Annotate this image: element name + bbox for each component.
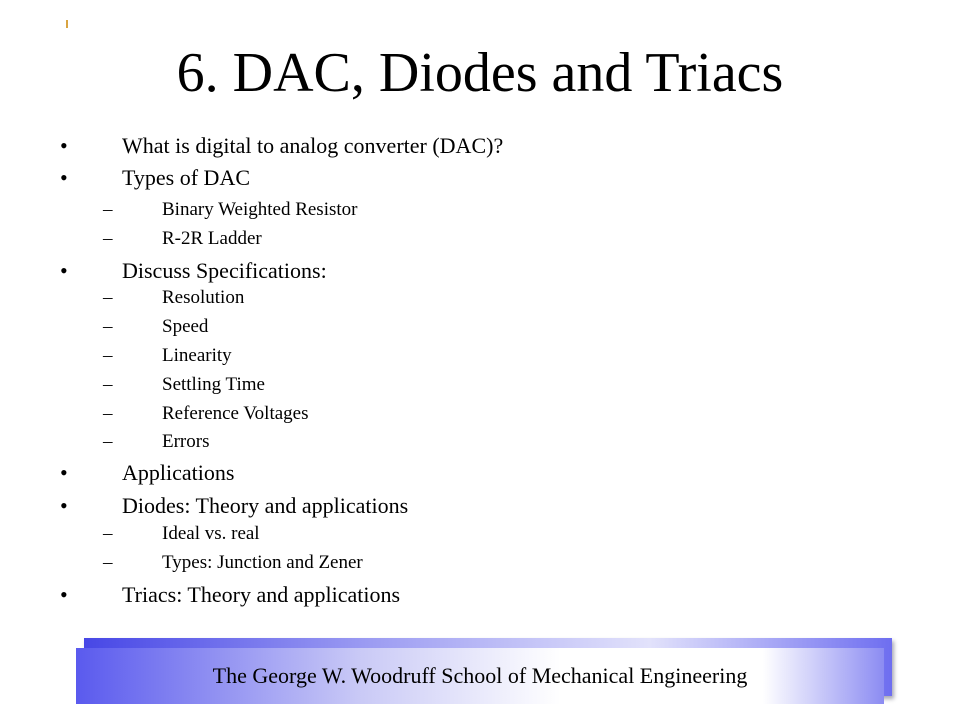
dash-symbol: –	[103, 374, 113, 395]
footer-text: The George W. Woodruff School of Mechanical Engineering	[212, 663, 748, 688]
footer-banner	[76, 638, 896, 706]
sub-bullet-text: Ideal vs. real	[162, 523, 260, 544]
bullet-symbol: •	[60, 165, 68, 190]
sub-bullet-text: Settling Time	[162, 374, 265, 395]
dash-symbol: –	[103, 431, 113, 452]
sub-bullet-text: Linearity	[162, 345, 232, 366]
dash-symbol: –	[103, 316, 113, 337]
slide-title: 6. DAC, Diodes and Triacs	[176, 42, 784, 104]
dash-symbol: –	[103, 287, 113, 308]
dash-symbol: –	[103, 552, 113, 573]
bullet-text: Discuss Specifications:	[122, 258, 327, 283]
dash-symbol: –	[103, 199, 113, 220]
dash-symbol: –	[103, 523, 113, 544]
dash-symbol: –	[103, 228, 113, 249]
bullet-symbol: •	[60, 493, 68, 518]
sub-bullet-text: Types: Junction and Zener	[162, 552, 363, 573]
dash-symbol: –	[103, 403, 113, 424]
bullet-text: Diodes: Theory and applications	[122, 493, 409, 518]
sub-bullet-text: Binary Weighted Resistor	[162, 199, 358, 220]
bullet-text: Applications	[122, 460, 235, 485]
bullet-symbol: •	[60, 258, 68, 283]
bullet-text: What is digital to analog converter (DAC)?	[122, 133, 504, 158]
bullet-symbol: •	[60, 460, 68, 485]
bullet-symbol: •	[60, 133, 68, 158]
sub-bullet-text: Reference Voltages	[162, 403, 309, 424]
sub-bullet-text: R-2R Ladder	[162, 228, 262, 249]
dash-symbol: –	[103, 345, 113, 366]
bullet-symbol: •	[60, 582, 68, 607]
bullet-text: Types of DAC	[122, 165, 251, 190]
sub-bullet-text: Resolution	[162, 287, 245, 308]
sub-bullet-text: Errors	[162, 431, 210, 452]
sub-bullet-text: Speed	[162, 316, 209, 337]
bullet-text: Triacs: Theory and applications	[122, 582, 401, 607]
